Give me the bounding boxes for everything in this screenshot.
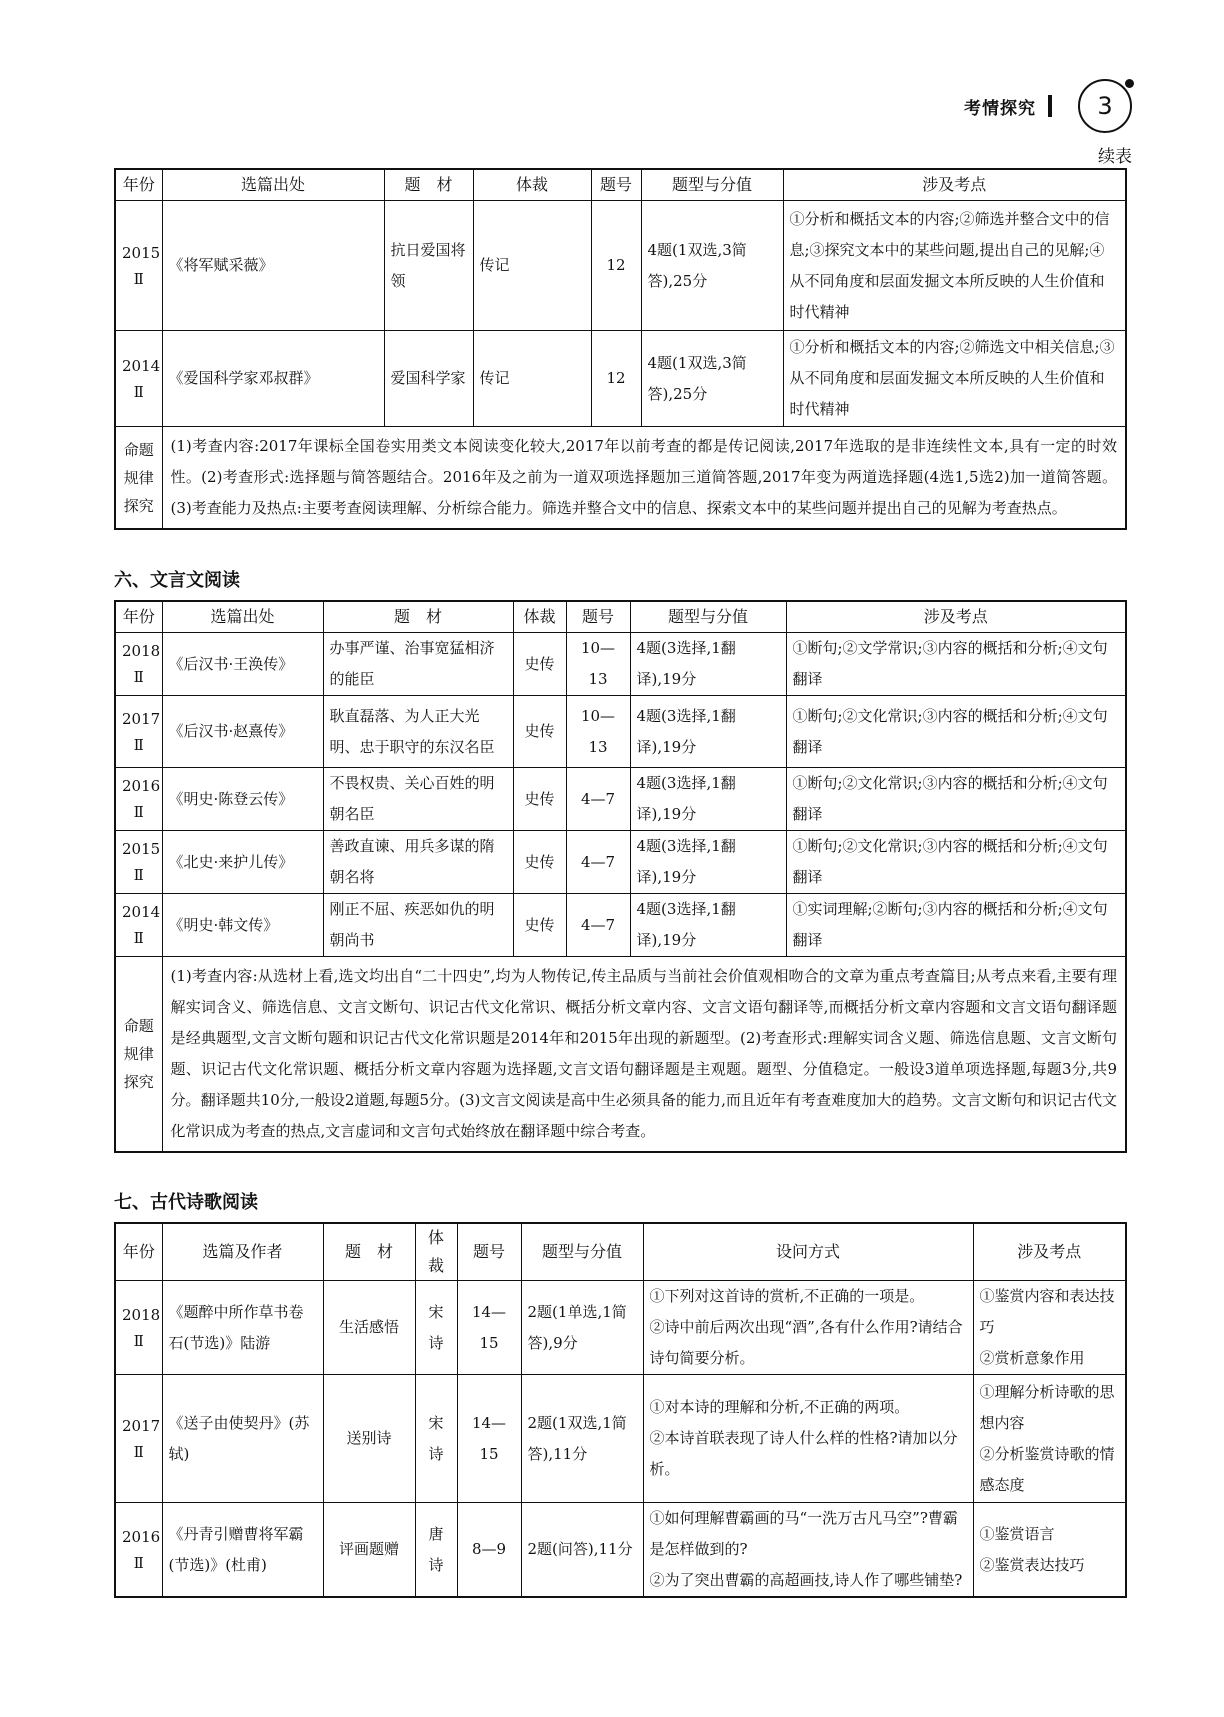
table-row <box>115 1375 1126 1503</box>
note-text: (1)考查内容:从选材上看,选文均出自“二十四史”,均为人物传记,传主品质与当前社会价值观相吻合的文章为重点考查篇目;从考点来看,主要有理解实词含义、筛选信息、文言文断句、识记古代文化常识、概括分析文章内容、文言文语句翻译等,而概括分析文章内容题和文言文语句翻译题是经典题型,文言文断句题和识记古代文化常识题是2014年和2015年出现的新题型。(2)考查形式:理解实词含义题、筛选信息题、文言文断句题、识记古代文化常识题、概括分析文章内容题为选择题,文言文语句翻译题是主观题。题型、分值稳定。一般设3道单项选择题,每题3分,共9分。翻译题共10分,一般设2道题,每题5分。(3)文言文阅读是高中生必须具备的能力,而且近年有考查难度加大的趋势。文言文断句和识记古代文化常识成为考查的热点,文言虚词和文言句式始终放在翻译题中综合考查。 <box>162 957 1126 1153</box>
cell-year: 2018 Ⅱ <box>115 633 162 696</box>
cell-number: 14—15 <box>457 1281 521 1375</box>
col-header: 体裁 <box>513 601 566 633</box>
note-text: (1)考查内容:2017年课标全国卷实用类文本阅读变化较大,2017年以前考查的都是传记阅读,2017年选取的是非连续性文本,具有一定的时效性。(2)考查形式:选择题与简答题结合。2016年及之前为一道双项选择题加三道简答题,2017年变为两道选择题(4选1,5选2)加一道简答题。(3)考查能力及热点:主要考查阅读理解、分析综合能力。筛选并整合文中的信息、探索文本中的某些问题并提出自己的见解为考查热点。 <box>162 427 1126 530</box>
cell-source: 《丹青引赠曹将军霸(节选)》(杜甫) <box>162 1503 323 1598</box>
cell-year: 2017 Ⅱ <box>115 696 162 768</box>
col-header: 涉及考点 <box>973 1223 1126 1281</box>
col-header: 年份 <box>115 169 162 201</box>
col-header: 题 材 <box>323 1223 415 1281</box>
cell-genre: 史传 <box>513 768 566 831</box>
cell-points: ①鉴赏语言 ②鉴赏表达技巧 <box>973 1503 1126 1598</box>
table-row <box>115 696 1126 768</box>
cell-genre: 宋诗 <box>415 1281 457 1375</box>
col-header: 选篇出处 <box>162 601 323 633</box>
cell-number: 4—7 <box>566 768 630 831</box>
cell-type: 2题(问答),11分 <box>521 1503 643 1598</box>
note-label: 命题 规律 探究 <box>115 427 162 530</box>
cell-number: 8—9 <box>457 1503 521 1598</box>
cell-number: 12 <box>591 331 641 427</box>
col-header: 题型与分值 <box>521 1223 643 1281</box>
cell-topic: 不畏权贵、关心百姓的明朝名臣 <box>323 768 513 831</box>
cell-type: 2题(1双选,1简答),11分 <box>521 1375 643 1503</box>
cell-type: 4题(3选择,1翻译),19分 <box>630 894 786 957</box>
cell-year: 2016 Ⅱ <box>115 1503 162 1598</box>
cell-points: ①实词理解;②断句;③内容的概括和分析;④文句翻译 <box>786 894 1126 957</box>
table-header-row <box>115 601 1126 633</box>
table-poetry <box>114 1222 1127 1598</box>
cell-year: 2014 Ⅱ <box>115 331 162 427</box>
cell-genre: 宋诗 <box>415 1375 457 1503</box>
cell-year: 2018 Ⅱ <box>115 1281 162 1375</box>
table-row <box>115 1281 1126 1375</box>
cell-points: ①断句;②文学常识;③内容的概括和分析;④文句翻译 <box>786 633 1126 696</box>
cell-question: ①对本诗的理解和分析,不正确的两项。 ②本诗首联表现了诗人什么样的性格?请加以分析。 <box>643 1375 973 1503</box>
cell-source: 《爱国科学家邓叔群》 <box>162 331 384 427</box>
cell-topic: 办事严谨、治事宽猛相济的能臣 <box>323 633 513 696</box>
table-practical-reading <box>114 168 1127 530</box>
cell-question: ①如何理解曹霸画的马“一洗万古凡马空”?曹霸是怎样做到的? ②为了突出曹霸的高超画技,诗人作了哪些铺垫? <box>643 1503 973 1598</box>
col-header: 设问方式 <box>643 1223 973 1281</box>
cell-topic: 生活感悟 <box>323 1281 415 1375</box>
cell-year: 2016 Ⅱ <box>115 768 162 831</box>
cell-type: 4题(3选择,1翻译),19分 <box>630 831 786 894</box>
continued-label: 续表 <box>1098 147 1132 167</box>
cell-topic: 评画题赠 <box>323 1503 415 1598</box>
table-note-row <box>115 957 1126 1153</box>
cell-source: 《北史·来护儿传》 <box>162 831 323 894</box>
cell-points: ①鉴赏内容和表达技巧 ②赏析意象作用 <box>973 1281 1126 1375</box>
cell-genre: 传记 <box>473 201 591 331</box>
col-header: 题 材 <box>384 169 473 201</box>
page-dot-icon <box>1125 79 1134 88</box>
cell-number: 12 <box>591 201 641 331</box>
cell-points: ①断句;②文化常识;③内容的概括和分析;④文句翻译 <box>786 831 1126 894</box>
cell-number: 10—13 <box>566 633 630 696</box>
col-header: 题型与分值 <box>641 169 783 201</box>
cell-points: ①分析和概括文本的内容;②筛选文中相关信息;③从不同角度和层面发掘文本所反映的人生价值和时代精神 <box>783 331 1126 427</box>
cell-source: 《题醉中所作草书卷石(节选)》陆游 <box>162 1281 323 1375</box>
cell-type: 4题(3选择,1翻译),19分 <box>630 768 786 831</box>
header-label: 考情探究 <box>964 98 1036 119</box>
table-row <box>115 831 1126 894</box>
cell-points: ①分析和概括文本的内容;②筛选并整合文中的信息;③探究文本中的某些问题,提出自己的见解;④从不同角度和层面发掘文本所反映的人生价值和时代精神 <box>783 201 1126 331</box>
page-header <box>964 78 1132 134</box>
cell-type: 2题(1单选,1简答),9分 <box>521 1281 643 1375</box>
table-row <box>115 1503 1126 1598</box>
cell-number: 10—13 <box>566 696 630 768</box>
table-classical-chinese <box>114 600 1127 1153</box>
table-row <box>115 331 1126 427</box>
col-header: 涉及考点 <box>783 169 1126 201</box>
cell-year: 2015 Ⅱ <box>115 201 162 331</box>
col-header: 题型与分值 <box>630 601 786 633</box>
cell-genre: 唐诗 <box>415 1503 457 1598</box>
col-header: 题号 <box>457 1223 521 1281</box>
col-header: 题号 <box>566 601 630 633</box>
cell-points: ①理解分析诗歌的思想内容 ②分析鉴赏诗歌的情感态度 <box>973 1375 1126 1503</box>
table-row <box>115 768 1126 831</box>
cell-source: 《将军赋采薇》 <box>162 201 384 331</box>
cell-year: 2015 Ⅱ <box>115 831 162 894</box>
section-title-classical-chinese: 六、文言文阅读 <box>114 570 240 591</box>
table-note-row <box>115 427 1126 530</box>
cell-topic: 刚正不屈、疾恶如仇的明朝尚书 <box>323 894 513 957</box>
note-label: 命题 规律 探究 <box>115 957 162 1153</box>
cell-source: 《明史·陈登云传》 <box>162 768 323 831</box>
cell-points: ①断句;②文化常识;③内容的概括和分析;④文句翻译 <box>786 768 1126 831</box>
table-row <box>115 894 1126 957</box>
col-header: 体裁 <box>473 169 591 201</box>
cell-genre: 传记 <box>473 331 591 427</box>
col-header: 年份 <box>115 601 162 633</box>
col-header: 选篇出处 <box>162 169 384 201</box>
cell-genre: 史传 <box>513 831 566 894</box>
cell-source: 《明史·韩文传》 <box>162 894 323 957</box>
section-title-poetry: 七、古代诗歌阅读 <box>114 1192 258 1213</box>
cell-points: ①断句;②文化常识;③内容的概括和分析;④文句翻译 <box>786 696 1126 768</box>
cell-year: 2017 Ⅱ <box>115 1375 162 1503</box>
cell-question: ①下列对这首诗的赏析,不正确的一项是。 ②诗中前后两次出现“酒”,各有什么作用?请结合诗句简要分析。 <box>643 1281 973 1375</box>
col-header: 涉及考点 <box>786 601 1126 633</box>
cell-number: 14—15 <box>457 1375 521 1503</box>
cell-type: 4题(3选择,1翻译),19分 <box>630 696 786 768</box>
cell-source: 《送子由使契丹》(苏轼) <box>162 1375 323 1503</box>
col-header: 题号 <box>591 169 641 201</box>
cell-genre: 史传 <box>513 696 566 768</box>
col-header: 年份 <box>115 1223 162 1281</box>
col-header: 体裁 <box>415 1223 457 1281</box>
cell-year: 2014 Ⅱ <box>115 894 162 957</box>
header-divider <box>1048 95 1052 117</box>
cell-topic: 善政直谏、用兵多谋的隋朝名将 <box>323 831 513 894</box>
table-header-row <box>115 1223 1126 1281</box>
cell-genre: 史传 <box>513 633 566 696</box>
cell-type: 4题(1双选,3简答),25分 <box>641 201 783 331</box>
cell-source: 《后汉书·王涣传》 <box>162 633 323 696</box>
cell-topic: 送别诗 <box>323 1375 415 1503</box>
cell-genre: 史传 <box>513 894 566 957</box>
col-header: 题 材 <box>323 601 513 633</box>
table-row <box>115 201 1126 331</box>
cell-source: 《后汉书·赵熹传》 <box>162 696 323 768</box>
cell-type: 4题(1双选,3简答),25分 <box>641 331 783 427</box>
table-header-row <box>115 169 1126 201</box>
col-header: 选篇及作者 <box>162 1223 323 1281</box>
table-row <box>115 633 1126 696</box>
cell-number: 4—7 <box>566 831 630 894</box>
cell-number: 4—7 <box>566 894 630 957</box>
cell-topic: 抗日爱国将领 <box>384 201 473 331</box>
cell-type: 4题(3选择,1翻译),19分 <box>630 633 786 696</box>
cell-topic: 爱国科学家 <box>384 331 473 427</box>
page-number: 3 <box>1078 79 1132 133</box>
cell-topic: 耿直磊落、为人正大光明、忠于职守的东汉名臣 <box>323 696 513 768</box>
